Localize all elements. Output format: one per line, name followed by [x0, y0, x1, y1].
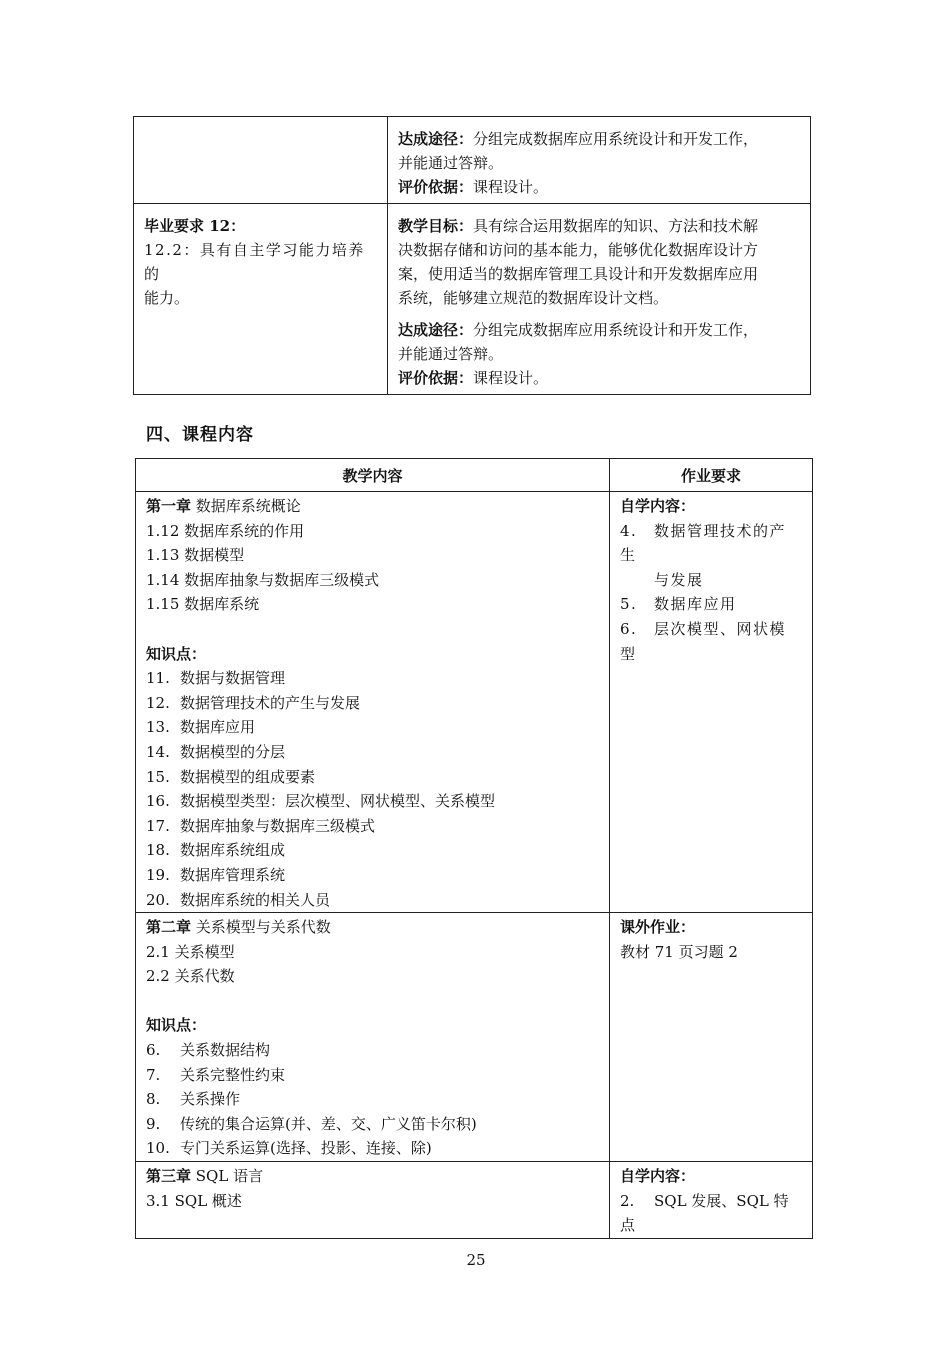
section-item: 2.1 关系模型 — [146, 942, 235, 961]
chapter-title-text: SQL 语言 — [191, 1167, 264, 1186]
goal-line: 系统，能够建立规范的数据库设计文档。 — [398, 289, 669, 307]
list-item-cont: 与发展 — [654, 570, 704, 589]
list-item: 18. 数据库系统组成 — [146, 841, 286, 860]
homework-label: 课外作业： — [620, 918, 696, 937]
requirement-text: 12.2：具有自主学习能力培养的 — [144, 241, 365, 283]
path-text-cont: 并能通过答辩。 — [398, 345, 504, 363]
chapter-2-content — [136, 913, 610, 1162]
page-number: 25 — [466, 1251, 486, 1269]
knowledge-label: 知识点： — [146, 1016, 207, 1035]
header-teaching-content: 教学内容 — [136, 459, 610, 492]
table-row — [136, 492, 813, 913]
list-item: 19. 数据库管理系统 — [146, 865, 286, 884]
section-item: 1.12 数据库系统的作用 — [146, 521, 305, 540]
list-item: 5. 数据库应用 — [620, 595, 737, 614]
header-row — [136, 459, 813, 492]
homework-text: 教材 71 页习题 2 — [620, 942, 738, 961]
list-item: 11. 数据与数据管理 — [146, 669, 286, 688]
list-item: 20. 数据库系统的相关人员 — [146, 890, 331, 909]
chapter-title: 第三章 — [146, 1167, 192, 1186]
course-content-table — [135, 458, 813, 1239]
homework-label: 自学内容： — [620, 497, 696, 515]
list-item: 16. 数据模型类型：层次模型、网状模型、关系模型 — [146, 792, 496, 811]
objective-cell — [388, 204, 811, 395]
list-item: 6. 关系数据结构 — [146, 1041, 271, 1060]
goal-line: 案，使用适当的数据库管理工具设计和开发数据库应用 — [398, 265, 759, 283]
goal-line: 决数据存储和访问的基本能力，能够优化数据库设计方 — [398, 241, 759, 259]
list-item: 13. 数据库应用 — [146, 718, 256, 737]
chapter-3-homework — [610, 1162, 813, 1239]
table-row — [134, 117, 811, 204]
section-item: 1.13 数据模型 — [146, 546, 245, 565]
chapter-title-text: 数据库系统概论 — [191, 497, 301, 515]
list-item: 14. 数据模型的分层 — [146, 742, 286, 761]
list-item: 9. 传统的集合运算(并、差、交、广义笛卡尔积) — [146, 1114, 477, 1133]
requirement-text-cont: 能力。 — [144, 289, 190, 307]
eval-text: 课程设计。 — [473, 369, 549, 387]
path-label: 达成途径： — [398, 321, 474, 339]
list-item: 4. 数据管理技术的产生 — [620, 521, 787, 565]
homework-label: 自学内容： — [620, 1167, 696, 1186]
chapter-2-homework — [610, 913, 813, 1162]
path-label: 达成途径： — [398, 130, 474, 148]
section-item: 1.14 数据库抽象与数据库三级模式 — [146, 570, 380, 589]
chapter-title: 第二章 — [146, 918, 192, 937]
list-item: 7. 关系完整性约束 — [146, 1065, 286, 1084]
path-text: 分组完成数据库应用系统设计和开发工作， — [473, 321, 759, 339]
knowledge-label: 知识点： — [146, 644, 207, 663]
goal-label: 教学目标： — [398, 217, 474, 235]
chapter-1-content — [136, 492, 610, 913]
path-text-cont: 并能通过答辩。 — [398, 154, 504, 172]
header-homework: 作业要求 — [610, 459, 813, 492]
list-item: 6. 层次模型、网状模型 — [620, 619, 787, 663]
chapter-3-content — [136, 1162, 610, 1239]
list-item: 12. 数据管理技术的产生与发展 — [146, 693, 361, 712]
empty-cell — [134, 117, 388, 204]
requirement-label: 毕业要求 12： — [144, 217, 246, 235]
list-item: 2. SQL 发展、SQL 特点 — [620, 1191, 789, 1235]
section-item: 2.2 关系代数 — [146, 967, 235, 986]
table-row — [134, 204, 811, 395]
list-item: 8. 关系操作 — [146, 1090, 241, 1109]
list-item: 15. 数据模型的组成要素 — [146, 767, 316, 786]
table-row — [136, 913, 813, 1162]
eval-label: 评价依据： — [398, 178, 474, 196]
list-item: 17. 数据库抽象与数据库三级模式 — [146, 816, 376, 835]
list-item: 10. 专门关系运算(选择、投影、连接、除) — [146, 1139, 432, 1158]
section-item: 1.15 数据库系统 — [146, 595, 260, 614]
path-text: 分组完成数据库应用系统设计和开发工作， — [473, 130, 759, 148]
section-heading: 四、课程内容 — [146, 425, 254, 445]
objectives-table — [133, 116, 811, 395]
chapter-title: 第一章 — [146, 497, 192, 515]
chapter-title-text: 关系模型与关系代数 — [191, 918, 331, 937]
goal-line: 具有综合运用数据库的知识、方法和技术解 — [473, 217, 759, 235]
eval-text: 课程设计。 — [473, 178, 549, 196]
chapter-1-homework — [610, 492, 813, 913]
requirement-cell — [134, 204, 388, 395]
table-row — [136, 1162, 813, 1239]
objective-cell — [388, 117, 811, 204]
section-item: 3.1 SQL 概述 — [146, 1191, 242, 1210]
eval-label: 评价依据： — [398, 369, 474, 387]
